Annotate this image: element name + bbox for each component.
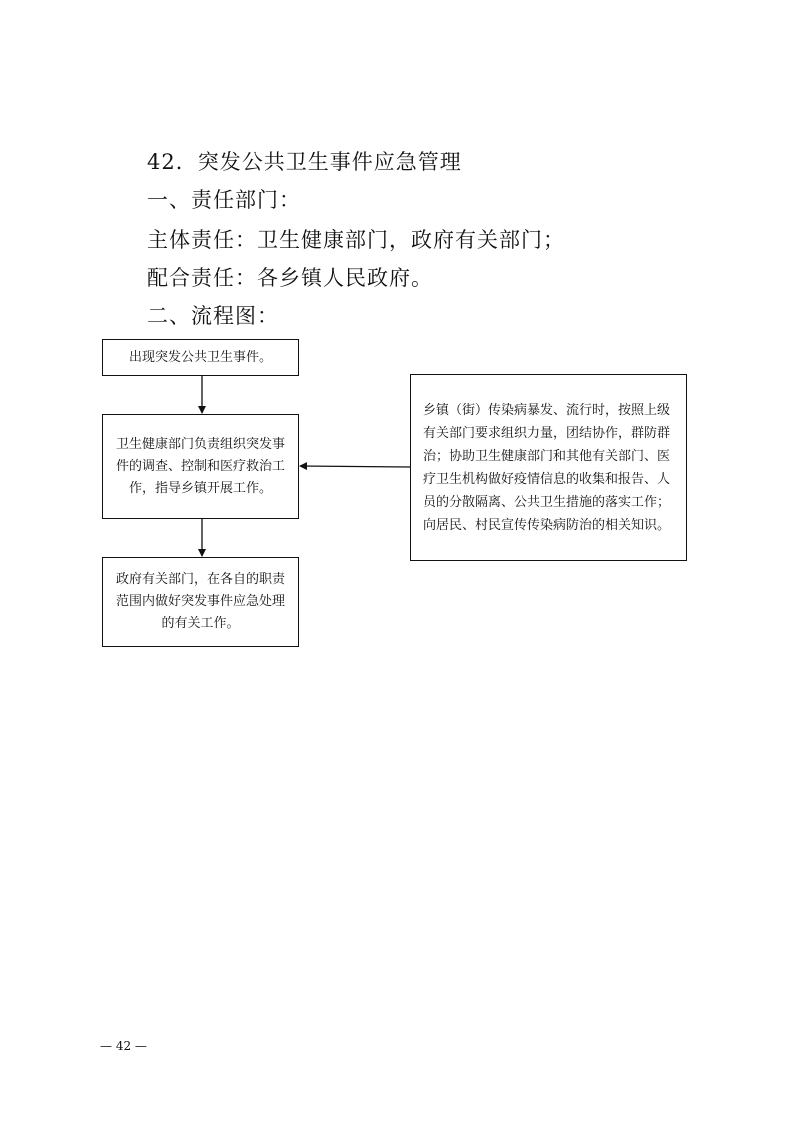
cooperating-responsibility-text: 配合责任：各乡镇人民政府。 (147, 266, 433, 290)
page-number: — 42 — (100, 1039, 147, 1053)
flow-box-government-departments (102, 557, 299, 647)
flow-box-township (410, 374, 687, 561)
flow-box-health-department (102, 414, 299, 519)
flow-box-start (102, 339, 299, 376)
section-heading-flowchart: 二、流程图： (147, 304, 279, 328)
main-responsibility-text: 主体责任：卫生健康部门，政府有关部门； (147, 228, 565, 252)
flow-box-government-departments-text: 政府有关部门，在各自的职责范围内做好突发事件应急处理的有关工作。 (115, 572, 285, 631)
arrow-township-to-health (300, 466, 410, 467)
flow-box-start-text: 出现突发公共卫生事件。 (128, 349, 272, 365)
flow-box-health-department-text: 卫生健康部门负责组织突发事件的调查、控制和医疗救治工作，指导乡镇开展工作。 (115, 436, 285, 496)
flow-box-township-text: 乡镇（街）传染病暴发、流行时，按照上级有关部门要求组织力量，团结协作，群防群治；协助卫生健康部门和其他有关部门、医疗卫生机构做好疫情信息的收集和报告、人员的分散隔离、公共卫生措施的落实工作；向居民、村民宣传传染病防治的相关知识。 (423, 402, 671, 533)
document-title: 42．突发公共卫生事件应急管理 (147, 150, 462, 174)
section-heading-responsible-departments: 一、责任部门： (147, 188, 301, 212)
